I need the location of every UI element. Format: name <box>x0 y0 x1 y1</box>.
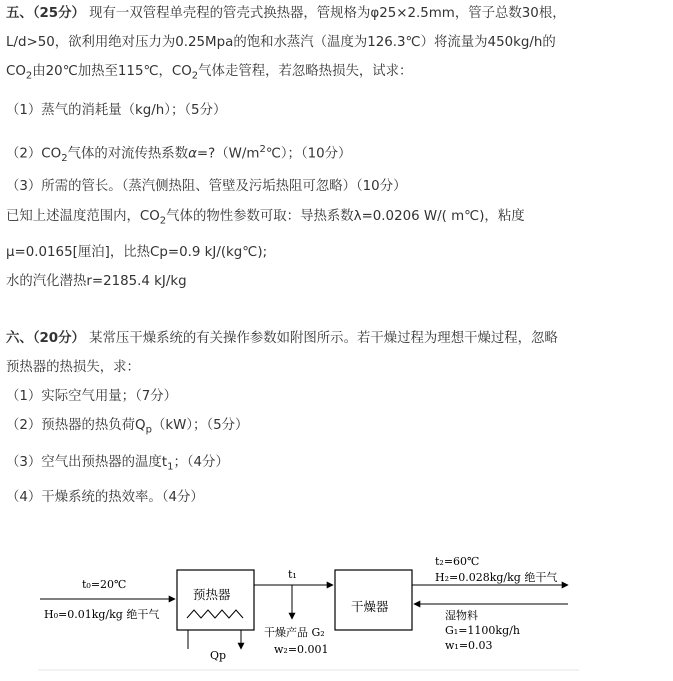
dryer-label: 干燥器 <box>351 599 389 614</box>
text-fragment: （kW）；（5分） <box>151 418 249 433</box>
drying-system-diagram <box>36 545 581 675</box>
text-fragment: （3）空气出预热器的温度t <box>6 455 168 470</box>
subscript: 1 <box>167 461 174 473</box>
h0-label: H₀=0.01kg/kg 绝干气 <box>44 608 160 621</box>
alpha-symbol: α <box>188 146 197 162</box>
wet-material-label: 湿物料 <box>445 609 478 622</box>
text-fragment: 气体走管程，若忽略热损失，试求： <box>198 64 413 79</box>
section6-number: 六、 <box>6 331 33 346</box>
section5-number: 五、 <box>6 6 33 21</box>
w1-label: w₁=0.03 <box>445 639 493 652</box>
qp-label: Qp <box>210 649 227 662</box>
section5-question2 <box>6 140 351 169</box>
section6-text: 某常压干燥系统的有关操作参数如附图所示。若干燥过程为理想干燥过程，忽略 <box>89 331 558 346</box>
text-fragment: CO <box>6 64 26 79</box>
section6-question2 <box>6 416 248 441</box>
section6-line1 <box>6 329 558 349</box>
section5-known3: 水的汽化潜热r=2185.4 kJ/kg <box>6 274 187 289</box>
section5-known1 <box>6 207 525 232</box>
section5-known2: μ=0.0165[厘泊]，比热Cp=0.9 kJ/(kg℃); <box>6 245 268 260</box>
t0-label: t₀=20℃ <box>82 578 127 591</box>
subscript: 2 <box>191 70 199 82</box>
text-fragment: （2）CO <box>6 146 62 162</box>
subscript: 2 <box>61 153 68 165</box>
subscript: 2 <box>159 215 167 227</box>
text-fragment: 由20℃加热至115℃，CO <box>32 64 192 79</box>
section6-score: （20分） <box>32 331 85 346</box>
section5-line3 <box>6 62 412 87</box>
text-fragment: =?（W/m <box>196 146 260 162</box>
section5-question3: （3）所需的管长。（蒸汽侧热阻、管壁及污垢热阻可忽略）（10分） <box>6 179 407 194</box>
superscript: 2 <box>259 144 266 155</box>
w2-label: w₂=0.001 <box>274 643 329 656</box>
text-fragment: （2）预热器的热负荷Q <box>6 418 146 433</box>
section6-question3 <box>6 453 229 478</box>
section5-line1 <box>6 4 566 24</box>
section6-question1: （1）实际空气用量；（7分） <box>6 389 178 404</box>
section5-text: 现有一双管程单壳程的管壳式换热器，管规格为φ25×2.5mm，管子总数30根， <box>89 6 566 21</box>
subscript: p <box>145 424 152 436</box>
section5-question1: （1）蒸气的消耗量（kg/h）；（5分） <box>6 103 227 118</box>
text-fragment: ℃）；（10分） <box>265 146 352 162</box>
section6-question4: （4）干燥系统的热效率。（4分） <box>6 490 204 505</box>
preheater-label: 预热器 <box>193 587 231 602</box>
text-fragment: 已知上述温度范围内，CO <box>6 209 160 224</box>
text-fragment: 气体的对流传热系数 <box>67 146 189 162</box>
section5-line2: L/d>50，欲利用绝对压力为0.25Mpa的饱和水蒸汽（温度为126.3℃）将流量为450kg/h的 <box>6 35 556 50</box>
t1-label: t₁ <box>288 568 297 581</box>
t2-label: t₂=60℃ <box>435 555 480 568</box>
product-label: 干燥产品 G₂ <box>264 626 325 639</box>
g1-label: G₁=1100kg/h <box>445 624 520 637</box>
h2-label: H₂=0.028kg/kg 绝干气 <box>435 571 558 584</box>
subscript: 2 <box>25 70 33 82</box>
text-fragment: 气体的物性参数可取：导热系数λ=0.0206 W/( m℃)，粘度 <box>166 209 525 224</box>
section6-line2: 预热器的热损失，求： <box>6 360 140 375</box>
text-fragment: ；（4分） <box>173 455 229 470</box>
section5-score: （25分） <box>32 6 85 21</box>
